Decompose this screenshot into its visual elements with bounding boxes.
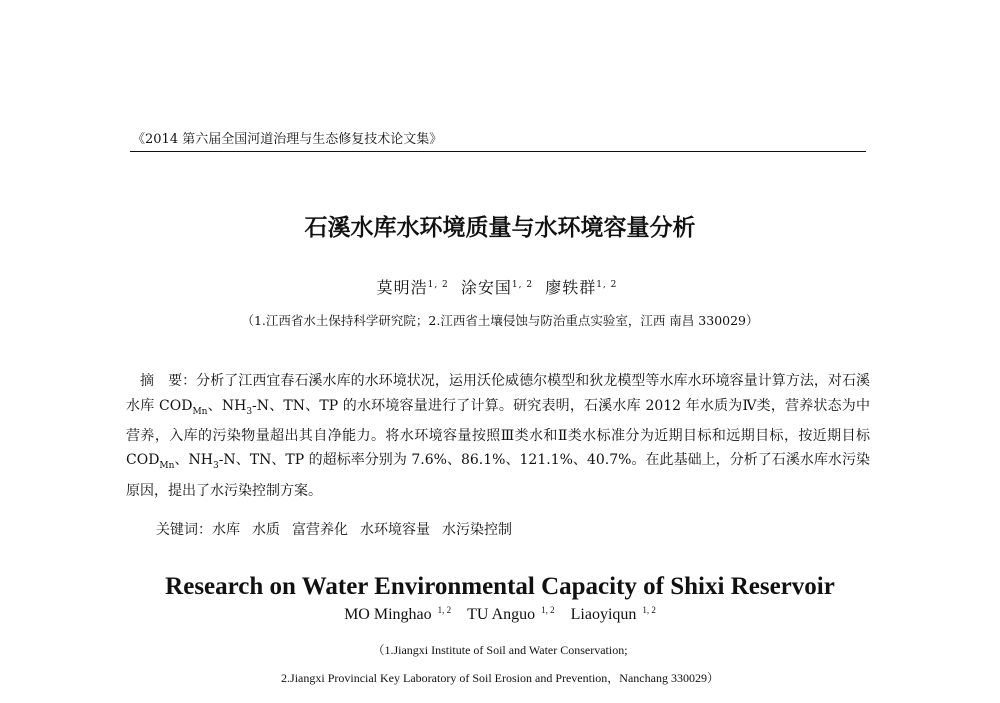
authors-cn	[0, 275, 1000, 298]
author-affil-sup: 1, 2	[511, 279, 534, 290]
subscript: Mn	[192, 406, 208, 417]
abstract-paragraph	[126, 369, 870, 503]
affiliation-en-2: 2.Jiangxi Provincial Key Laboratory of Soil Erosion and Prevention，Nanchang 330029）	[281, 671, 719, 685]
abstract-text: 、NH	[174, 452, 213, 469]
abstract-cn	[126, 369, 870, 503]
author-cn: 莫明浩	[376, 278, 428, 297]
affiliation-cn: （1.江西省水土保持科学研究院；2.江西省土壤侵蚀与防治重点实验室，江西 南昌 330029）	[241, 313, 759, 328]
author-affil-sup: 1, 2	[596, 279, 618, 290]
keywords	[156, 519, 524, 539]
author-cn: 涂安国	[460, 278, 512, 297]
abstract-label: 摘 要：	[140, 373, 197, 389]
author-en: Liaoyiqun	[570, 606, 637, 624]
abstract-text: -N、TN、TP 的水环境容量进行了计算。研究表明，石溪水库 2012 年水质为Ⅳ类，营养状态为中营养，入库的污染物量超出其自净能力。将水环境容量按照Ⅲ类水和Ⅱ类水标准分为近期目标和远期目标，按近期目标 COD	[126, 397, 870, 469]
abstract-text: 、NH	[207, 397, 247, 414]
subscript: 3	[246, 406, 253, 417]
author-affil-sup: 1, 2	[541, 605, 555, 615]
paper-title-en: Research on Water Environmental Capacity of Shixi Reservoir	[165, 573, 835, 600]
subscript: Mn	[159, 461, 175, 472]
paper-title-cn: 石溪水库水环境质量与水环境容量分析	[304, 215, 696, 241]
keyword: 水污染控制	[442, 522, 512, 538]
author-en: TU Anguo	[467, 606, 536, 624]
affiliation-en-1: （1.Jiangxi Institute of Soil and Water Conservation;	[372, 643, 628, 657]
author-affil-sup: 1, 2	[437, 605, 452, 615]
author-cn: 廖轶群	[545, 278, 597, 297]
keyword: 富营养化	[292, 522, 348, 538]
keyword: 水库	[212, 522, 240, 538]
author-affil-sup: 1, 2	[427, 279, 449, 290]
author-en: MO Minghao	[344, 606, 432, 624]
abstract-text: 分析了江西宜春石溪水库的水环境状况，运用沃伦威德尔模型和狄龙模型等水库水环境容量计算方法，对石溪水库 COD	[126, 373, 871, 414]
subscript: 3	[212, 461, 219, 472]
keyword: 水环境容量	[360, 522, 430, 538]
author-affil-sup: 1, 2	[642, 605, 656, 615]
authors-en	[0, 605, 1000, 624]
header-rule	[130, 151, 866, 152]
abstract-text: -N、TN、TP 的超标率分别为 7.6%、86.1%、121.1%、40.7%。在此基础上，分析了石溪水库水污染原因，提出了水污染控制方案。	[126, 452, 870, 499]
keyword: 水质	[252, 522, 280, 538]
running-header: 《2014 第六届全国河道治理与生态修复技术论文集》	[132, 132, 443, 147]
keywords-label: 关键词：	[156, 522, 212, 538]
